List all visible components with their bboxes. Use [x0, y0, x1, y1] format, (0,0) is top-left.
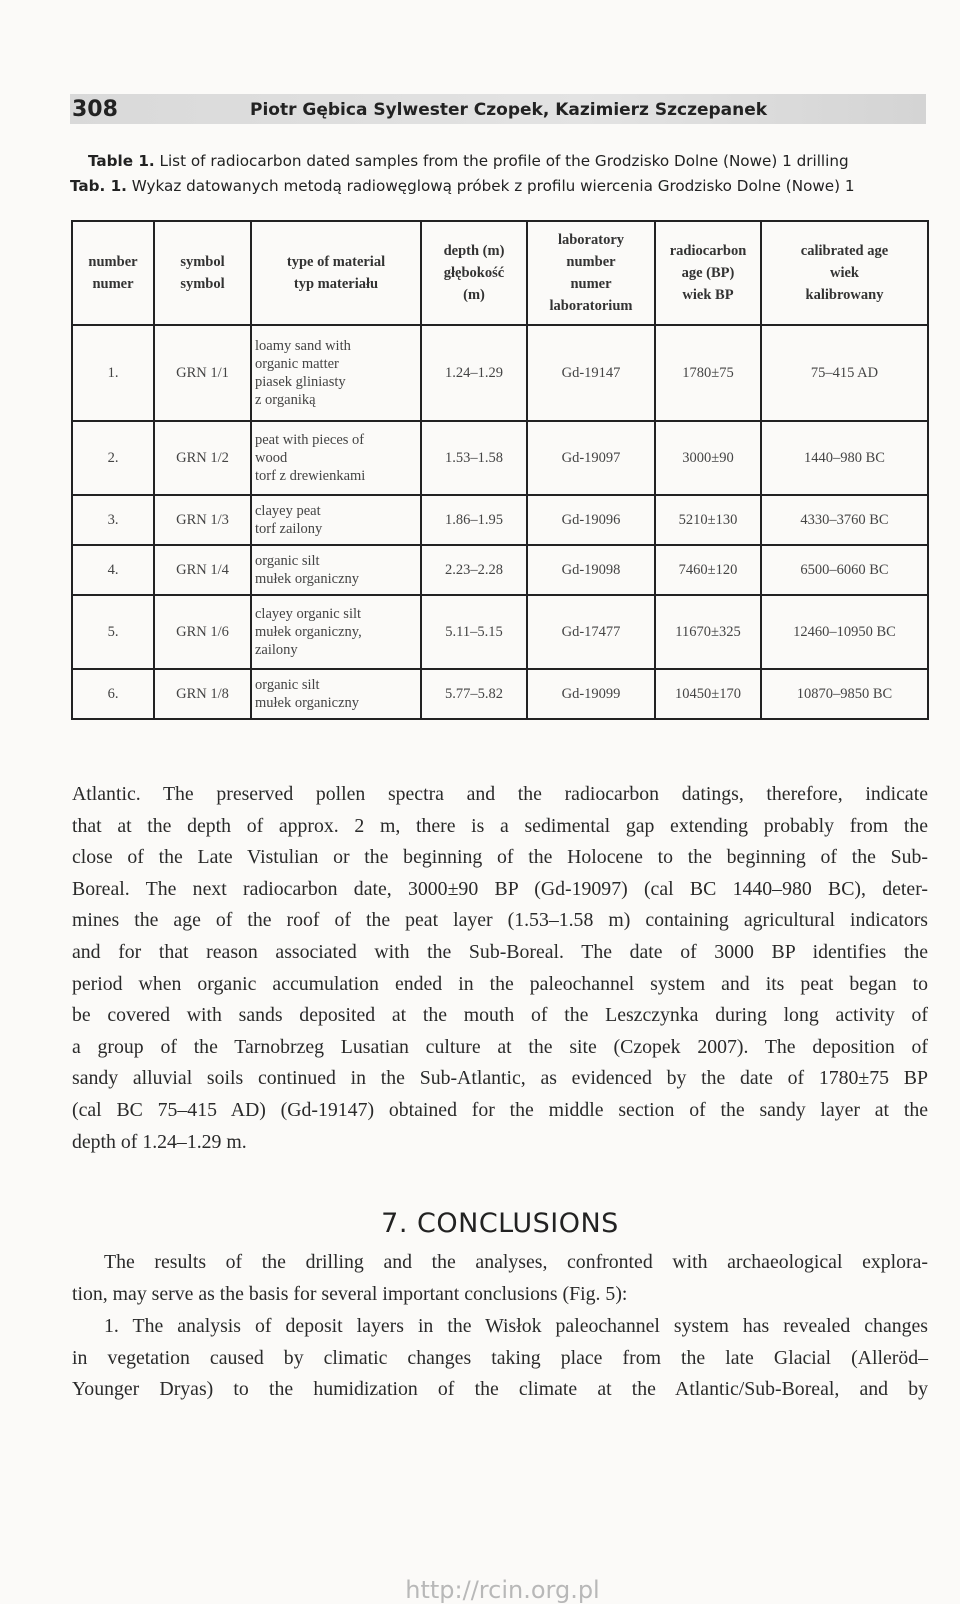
- cell-lab: Gd-19096: [527, 495, 655, 545]
- material-line: mułek organiczny: [255, 571, 360, 587]
- table-row: [72, 325, 928, 421]
- column-header-line: numer: [570, 276, 612, 292]
- material-line: clayey organic silt: [255, 606, 362, 622]
- cell-age: 1780±75: [655, 325, 761, 421]
- material-line: torf z drewienkami: [255, 468, 366, 484]
- material-line: loamy sand with: [255, 338, 351, 354]
- cell-depth: 2.23–2.28: [421, 545, 527, 595]
- table-caption-en: [88, 152, 928, 170]
- material-line: torf zailony: [255, 521, 323, 537]
- column-header-line: number: [566, 254, 616, 270]
- cell-number: 4.: [72, 545, 154, 595]
- caption-en-label: Table 1.: [88, 152, 155, 170]
- cell-lab: Gd-17477: [527, 595, 655, 669]
- column-header-line: wiek BP: [682, 287, 734, 303]
- column-header: [251, 221, 421, 325]
- material-line: mułek organiczny: [255, 695, 360, 711]
- column-header-line: symbol: [180, 276, 225, 292]
- caption-pl-text: Wykaz datowanych metodą radiowęglową próbek z profilu wiercenia Grodzisko Dolne (Nowe) 1: [126, 177, 855, 195]
- material-line: zailony: [255, 642, 298, 658]
- column-header-line: type of material: [286, 254, 386, 270]
- column-header: [527, 221, 655, 325]
- cell-lab: Gd-19098: [527, 545, 655, 595]
- text-line: depth of 1.24–1.29 m.: [72, 1130, 247, 1153]
- material-line: organic matter: [255, 356, 339, 372]
- column-header: [72, 221, 154, 325]
- cell-depth: 1.53–1.58: [421, 421, 527, 495]
- cell-depth: 5.77–5.82: [421, 669, 527, 719]
- cell-number: 3.: [72, 495, 154, 545]
- cell-age: 3000±90: [655, 421, 761, 495]
- text-line: that at the depth of approx. 2 m, there is a sedimental gap extending probably from the: [72, 814, 928, 837]
- column-header: [421, 221, 527, 325]
- column-header-line: (m): [463, 287, 485, 303]
- cell-age: 5210±130: [655, 495, 761, 545]
- text-line: (cal BC 75–415 AD) (Gd-19147) obtained for the middle section of the sandy layer at the: [72, 1098, 928, 1121]
- column-header: [761, 221, 928, 325]
- cell-number: 1.: [72, 325, 154, 421]
- text-line: Atlantic. The preserved pollen spectra and the radiocarbon datings, therefore, indicate: [72, 783, 928, 805]
- material-line: peat with pieces of: [255, 432, 365, 448]
- table-row: [72, 669, 928, 719]
- cell-number: 5.: [72, 595, 154, 669]
- column-header-line: number: [88, 254, 138, 270]
- page-number: 308: [72, 97, 118, 122]
- column-header-line: wiek: [830, 265, 859, 281]
- text-line: Boreal. The next radiocarbon date, 3000±90 BP (Gd-19097) (cal BC 1440–980 BC), deter-: [72, 877, 928, 900]
- radiocarbon-table: [71, 220, 929, 720]
- table-row: [72, 495, 928, 545]
- cell-lab: Gd-19097: [527, 421, 655, 495]
- column-header-line: radiocarbon: [669, 243, 747, 259]
- column-header-line: laboratorium: [549, 298, 633, 314]
- footer-url: http://rcin.org.pl: [405, 1576, 600, 1604]
- cell-material: [251, 325, 421, 421]
- text-line: tion, may serve as the basis for several important conclusions (Fig. 5):: [72, 1282, 628, 1305]
- text-line: in vegetation caused by climatic changes taking place from the late Glacial (Alleröd–: [72, 1346, 928, 1369]
- column-header-line: kalibrowany: [805, 287, 884, 303]
- cell-symbol: GRN 1/6: [154, 595, 251, 669]
- cell-age: 7460±120: [655, 545, 761, 595]
- material-line: z organiką: [255, 392, 316, 408]
- table-header-row: [72, 221, 928, 325]
- text-line: Younger Dryas) to the humidization of the climate at the Atlantic/Sub-Boreal, and by: [72, 1378, 928, 1401]
- cell-material: [251, 495, 421, 545]
- text-line: and for that reason associated with the Sub-Boreal. The date of 3000 BP identifies the: [72, 940, 928, 963]
- column-header-line: laboratory: [557, 232, 625, 248]
- body-paragraph-2: [72, 1247, 928, 1310]
- running-head-authors: Piotr Gębica Sylwester Czopek, Kazimierz Szczepanek: [250, 100, 768, 120]
- table-row: [72, 545, 928, 595]
- column-header-line: głębokość: [443, 265, 505, 281]
- column-header: [154, 221, 251, 325]
- text-line: mines the age of the roof of the peat layer (1.53–1.58 m) containing agricultural indicators: [72, 909, 928, 932]
- table-row: [72, 595, 928, 669]
- cell-material: [251, 421, 421, 495]
- cell-cal: 10870–9850 BC: [761, 669, 928, 719]
- cell-symbol: GRN 1/1: [154, 325, 251, 421]
- cell-lab: Gd-19147: [527, 325, 655, 421]
- table-row: [72, 421, 928, 495]
- cell-symbol: GRN 1/2: [154, 421, 251, 495]
- column-header-line: numer: [92, 276, 134, 292]
- cell-symbol: GRN 1/4: [154, 545, 251, 595]
- text-line: be covered with sands deposited at the mouth of the Leszczynka during long activity of: [72, 1004, 928, 1027]
- text-line: 1. The analysis of deposit layers in the Wisłok paleochannel system has revealed changes: [104, 1315, 928, 1337]
- table-caption-pl: [70, 177, 910, 195]
- column-header-line: age (BP): [681, 265, 735, 281]
- caption-pl-label: Tab. 1.: [70, 177, 127, 195]
- cell-cal: 4330–3760 BC: [761, 495, 928, 545]
- cell-symbol: GRN 1/3: [154, 495, 251, 545]
- cell-material: [251, 545, 421, 595]
- cell-cal: 1440–980 BC: [761, 421, 928, 495]
- material-line: wood: [255, 450, 288, 466]
- table-body: [72, 325, 928, 719]
- cell-number: 6.: [72, 669, 154, 719]
- text-line: sandy alluvial soils continued in the Sub-Atlantic, as evidenced by the date of 1780±75 BP: [72, 1067, 928, 1090]
- material-line: piasek gliniasty: [255, 374, 346, 390]
- column-header: [655, 221, 761, 325]
- cell-material: [251, 595, 421, 669]
- material-line: organic silt: [255, 677, 320, 693]
- text-line: period when organic accumulation ended in the paleochannel system and its peat began to: [72, 972, 928, 995]
- cell-cal: 12460–10950 BC: [761, 595, 928, 669]
- cell-cal: 75–415 AD: [761, 325, 928, 421]
- material-line: clayey peat: [255, 503, 321, 519]
- material-line: organic silt: [255, 553, 320, 569]
- cell-age: 10450±170: [655, 669, 761, 719]
- text-line: close of the Late Vistulian or the beginning of the Holocene to the beginning of the Sub-: [72, 846, 928, 869]
- body-paragraph-1: [72, 779, 928, 1158]
- cell-material: [251, 669, 421, 719]
- caption-en-text: List of radiocarbon dated samples from the profile of the Grodzisko Dolne (Nowe) 1 drilling: [154, 152, 849, 170]
- cell-depth: 1.86–1.95: [421, 495, 527, 545]
- column-header-line: typ materiału: [293, 276, 379, 292]
- cell-depth: 5.11–5.15: [421, 595, 527, 669]
- material-line: mułek organiczny,: [255, 624, 362, 640]
- column-header-line: calibrated age: [800, 243, 889, 259]
- cell-lab: Gd-19099: [527, 669, 655, 719]
- text-line: The results of the drilling and the analyses, confronted with archaeological explora-: [104, 1251, 928, 1273]
- cell-cal: 6500–6060 BC: [761, 545, 928, 595]
- cell-age: 11670±325: [655, 595, 761, 669]
- column-header-line: symbol: [180, 254, 225, 270]
- text-line: a group of the Tarnobrzeg Lusatian culture at the site (Czopek 2007). The deposition of: [72, 1035, 928, 1058]
- section-heading: 7. CONCLUSIONS: [381, 1208, 619, 1239]
- cell-number: 2.: [72, 421, 154, 495]
- cell-symbol: GRN 1/8: [154, 669, 251, 719]
- cell-depth: 1.24–1.29: [421, 325, 527, 421]
- body-paragraph-3: [72, 1311, 928, 1406]
- column-header-line: depth (m): [443, 243, 505, 259]
